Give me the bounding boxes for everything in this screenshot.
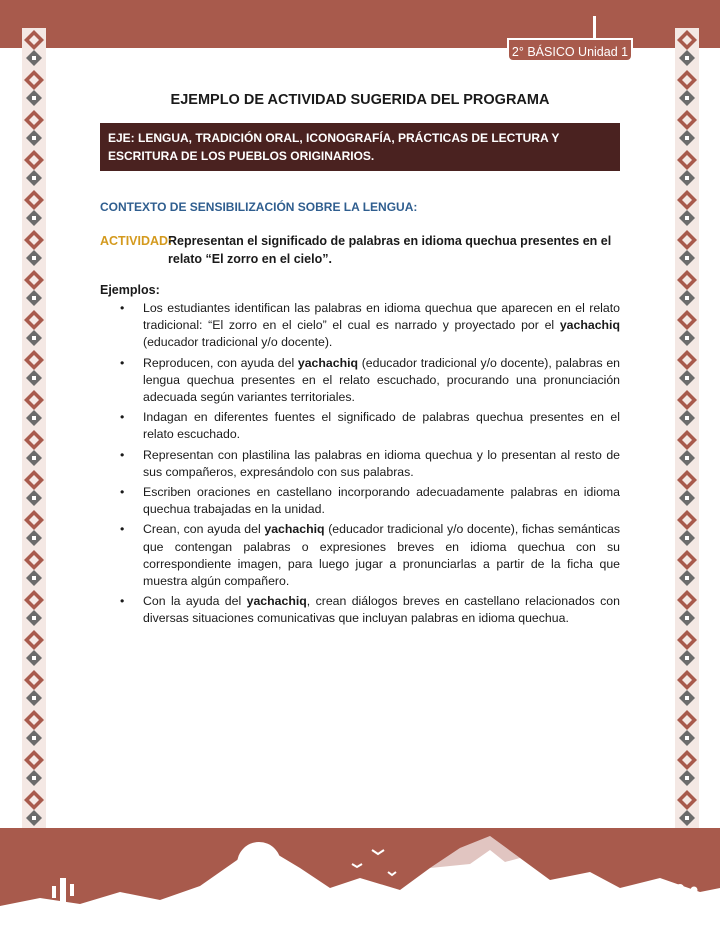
bullet-icon: •	[120, 301, 125, 315]
eje-box: EJE: LENGUA, TRADICIÓN ORAL, ICONOGRAFÍA, PRÁCTICAS DE LECTURA Y ESCRITURA DE LOS PUEBLOS ORIGINARIOS.	[100, 123, 620, 171]
list-item: • Escriben oraciones en castellano incorporando adecuadamente palabras en idioma quechua trabajadas en la unidad.	[120, 485, 620, 517]
list-item: • Reproducen, con ayuda del yachachiq (educador tradicional y/o docente), palabras en lengua quechua presentes en el relato escuchado, procurando una pronunciación adecuada según variantes territoriales.	[120, 355, 620, 405]
list-item: • Con la ayuda del yachachiq, crean diálogos breves en castellano relacionados con diversas situaciones comunicativas que incluyan palabras en idioma quechua.	[120, 594, 620, 626]
list-item: • Representan con plastilina las palabras en idioma quechua y lo presentan al resto de sus compañeros, expresándolo con sus palabras.	[120, 447, 620, 479]
footer-landscape-illustration	[0, 828, 720, 932]
bullet-icon: •	[120, 485, 125, 500]
bullet-icon: •	[120, 355, 125, 370]
examples-list	[100, 300, 620, 631]
page-title: EJEMPLO DE ACTIVIDAD SUGERIDA DEL PROGRAMA	[170, 92, 550, 108]
activity-label: ACTIVIDAD:	[100, 234, 173, 248]
bullet-icon: •	[120, 447, 125, 462]
bullet-icon: •	[120, 594, 125, 609]
right-decorative-band	[675, 28, 699, 828]
bullet-icon: •	[120, 522, 125, 537]
list-item: • Indagan en diferentes fuentes el significado de palabras quechua presentes en el relato escuchado.	[120, 410, 620, 442]
bullet-icon: •	[120, 410, 125, 425]
examples-heading: Ejemplos:	[100, 283, 160, 297]
unit-badge: 2° BÁSICO Unidad 1	[507, 38, 633, 62]
activity-text: Representan el significado de palabras en idioma quechua presentes en el relato “El zorro en el cielo”.	[168, 234, 612, 266]
left-decorative-band	[22, 28, 46, 828]
list-item: • Crean, con ayuda del yachachiq (educador tradicional y/o docente), fichas semánticas que contengan palabras o expresiones breves en idioma quechua con su correspondiente imagen, para luego jugar a pronunciarlas a partir de la ficha que muestra algún compañero.	[120, 522, 620, 589]
list-item: • Los estudiantes identifican las palabras en idioma quechua que aparecen en el relato tradicional: “El zorro en el cielo” el cual es narrado y proyectado por el yachachiq (educador tradicional y/o docente).	[120, 301, 620, 350]
context-heading: CONTEXTO DE SENSIBILIZACIÓN SOBRE LA LENGUA:	[100, 200, 418, 214]
activity-block	[100, 232, 622, 268]
